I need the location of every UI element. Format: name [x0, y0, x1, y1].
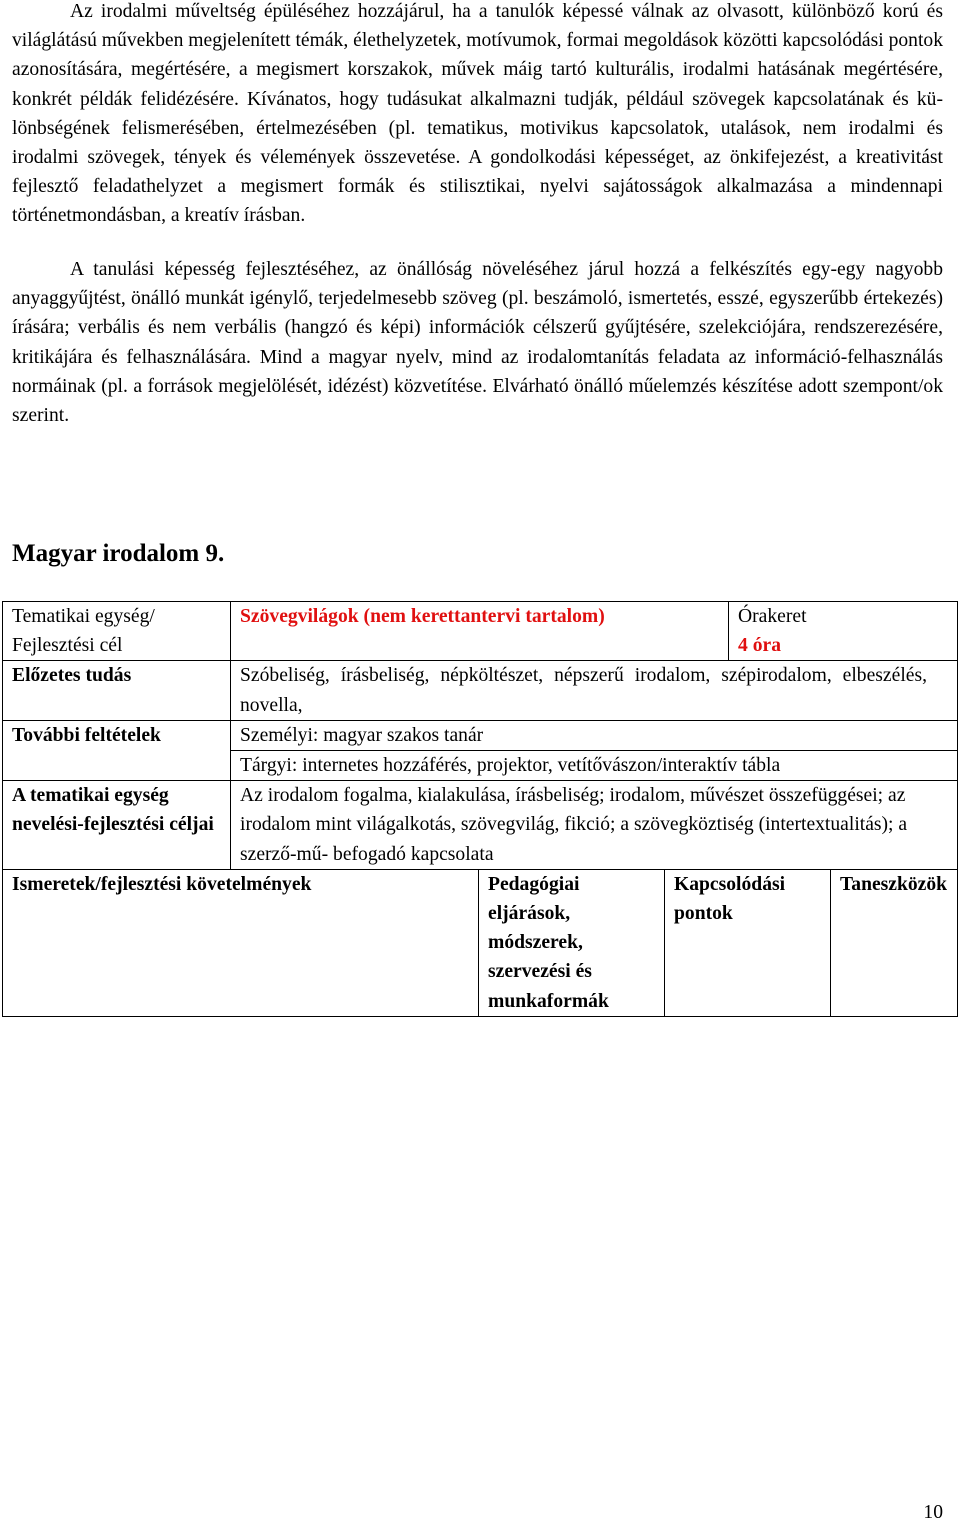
intro-paragraph-2-text: A tanulási képesség fejlesztéséhez, az önállóság növeléséhez járul hozzá a felkészítés egy-egy nagyobb anyaggyűjtést, önálló munkát igénylő, terjedelmesebb szöveg (pl. beszámoló, ismertetés, esszé, egyszerűbb értekezés) írására; verbális és nem verbális (hangzó és képi) információk célszerű gyűjtésére, szelekciójára, rendszerezésére, kritikájára és felhasználására. Mind a magyar nyelv, mind az irodalomtanítás feladata az információ-felhasználás normáinak (pl. a források megjelölését, idézést) közvetítése. Elvárható önálló műelemzés készítése adott szempont/ok szerint. [12, 259, 943, 427]
conditions-personal: Személyi: magyar szakos tanár [231, 720, 958, 750]
section-heading: Magyar irodalom 9. [12, 540, 225, 567]
column-header-row [3, 869, 958, 1016]
unit-title: Szövegvilágok (nem kerettantervi tartalom) [231, 602, 729, 661]
prior-knowledge-label: Előzetes tudás [3, 661, 231, 720]
conditions-material: Tárgyi: internetes hozzáférés, projektor, vetítővászon/interaktív tábla [231, 751, 958, 781]
hours-cell [729, 602, 958, 661]
goals-value: Az irodalom fogalma, kialakulása, írásbeliség; irodalom, művészet összefüggései; az irodalom mint világalkotás, szövegvilág, fikció; a szövegköztiség (intertextualitás); a szerző-mű- befogadó kapcsolata [231, 781, 958, 870]
page-number: 10 [923, 1502, 943, 1523]
conditions-label: További feltételek [3, 720, 231, 780]
goals-row [3, 781, 958, 870]
intro-paragraph-2 [12, 255, 943, 430]
hours-label: Órakeret [738, 606, 807, 627]
goals-label: A tematikai egység nevelési-fejlesztési céljai [3, 781, 231, 870]
intro-paragraph-1 [12, 0, 943, 231]
col-links-header: Kapcsolódási pontok [665, 869, 831, 1016]
prior-knowledge-row [3, 661, 958, 720]
col-requirements-header: Ismeretek/fejlesztési követelmények [3, 869, 479, 1016]
col-tools-header: Taneszközök [831, 869, 958, 1016]
col-methods-header: Pedagógiai eljárások, módszerek, szervezési és munkaformák [479, 869, 665, 1016]
curriculum-table [2, 601, 958, 1017]
unit-row [3, 602, 958, 661]
prior-knowledge-value: Szóbeliség, írásbeliség, népköltészet, népszerű irodalom, szépirodalom, elbeszélés, novella, [231, 661, 958, 720]
intro-paragraph-1-text: Az irodalmi műveltség épüléséhez hozzájárul, ha a tanulók képessé válnak az olvasott, különböző korú és világlátású művekben megjelenített témák, élethelyzetek, motívumok, formai megoldások közötti kapcsolódási pontok azonosítására, megértésére, a megismert korszakok, művek máig tartó kulturális, irodalmi hatásának megértésére, konkrét példák felidézésére. Kívánatos, hogy tudásukat alkalmazni tudják, például szövegek kapcsolatának és különbségének felismerésében, értelmezésében (pl. tematikus, motivikus kapcsolatok, utalások, nem irodalmi és irodalmi szövegek, tények és vélemények összevetése. A gondolkodási képességet, az önkifejezést, a kreativitást fejlesztő feladathelyzet a megismert formák és stilisztikai, nyelvi sajátosságok alkalmazása a mindennapi történetmondásban, a kreatív írásban. [12, 1, 944, 227]
conditions-row-personal [3, 720, 958, 750]
unit-label: Tematikai egység/ Fejlesztési cél [3, 602, 231, 661]
hours-value: 4 óra [738, 635, 781, 657]
